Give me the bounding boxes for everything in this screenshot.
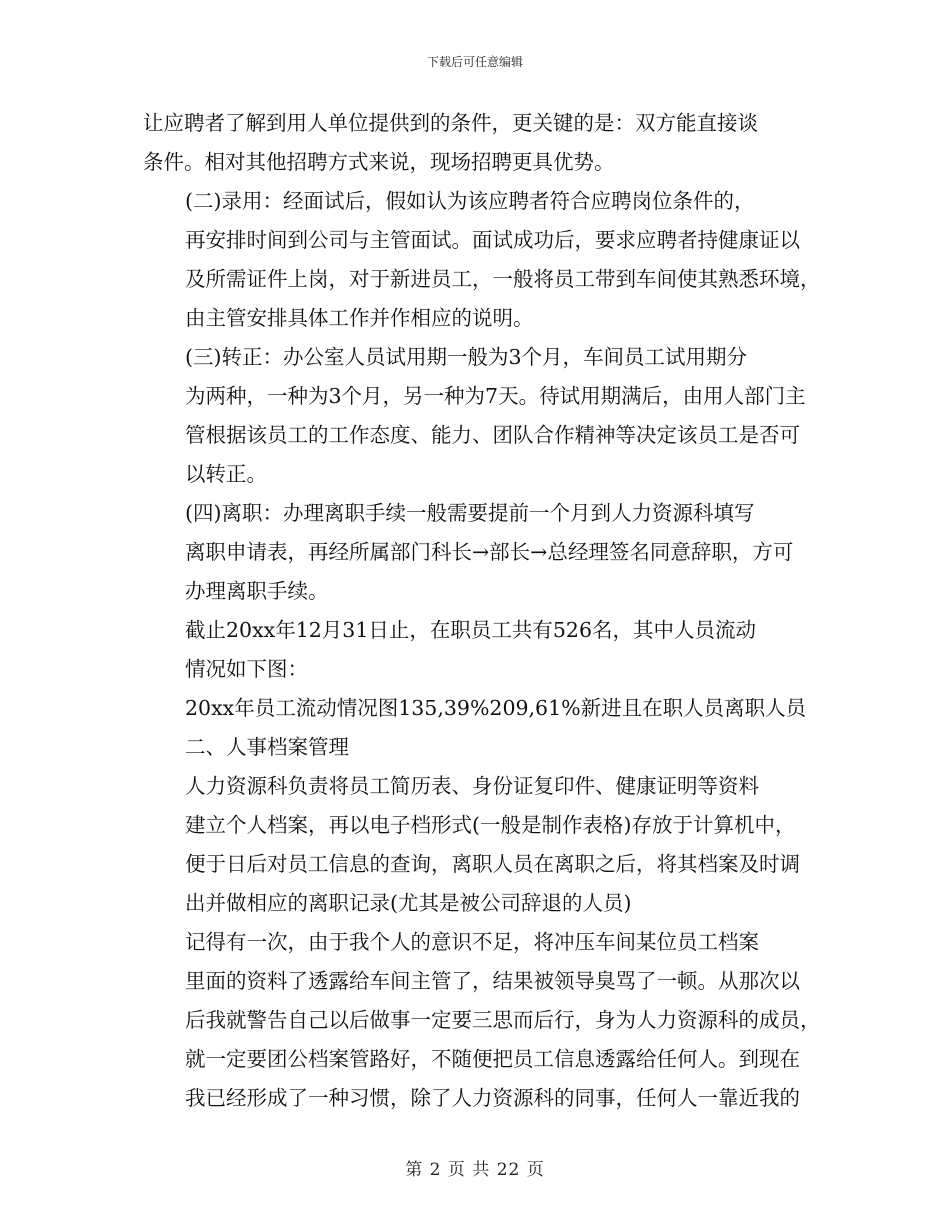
text-line: 离职申请表，再经所属部门科长→部长→总经理签名同意辞职，方可 bbox=[185, 540, 794, 564]
text-line: 出并做相应的离职记录(尤其是被公司辞退的人员) bbox=[185, 891, 632, 915]
text-line: 情况如下图： bbox=[185, 657, 308, 681]
text-line: 让应聘者了解到用人单位提供到的条件，更关键的是：双方能直接谈 bbox=[143, 111, 758, 135]
text-line: 就一定要团公档案管路好，不随便把员工信息透露给任何人。到现在 bbox=[185, 1047, 800, 1071]
text-line: 二、人事档案管理 bbox=[185, 735, 349, 759]
text-line: 20xx年员工流动情况图135,39%209,61%新进且在职人员离职人员 bbox=[185, 696, 807, 720]
text-line: 管根据该员工的工作态度、能力、团队合作精神等决定该员工是否可 bbox=[185, 423, 800, 447]
paragraph bbox=[143, 689, 823, 728]
paragraph bbox=[143, 338, 823, 494]
text-line: 截止20xx年12月31日止，在职员工共有526名，其中人员流动 bbox=[185, 618, 757, 642]
text-line: 人力资源科负责将员工简历表、身份证复印件、健康证明等资料 bbox=[185, 774, 759, 798]
page-footer: 第 2 页 共 22 页 bbox=[405, 1160, 545, 1180]
text-line: 再安排时间到公司与主管面试。面试成功后，要求应聘者持健康证以 bbox=[185, 228, 800, 252]
text-line: 我已经形成了一种习惯，除了人力资源科的同事，任何人一靠近我的 bbox=[185, 1086, 800, 1110]
text-line: 条件。相对其他招聘方式来说，现场招聘更具优势。 bbox=[143, 150, 615, 174]
text-line: 后我就警告自己以后做事一定要三思而后行，身为人力资源科的成员， bbox=[185, 1008, 821, 1032]
paragraph bbox=[143, 104, 823, 182]
text-line: 为两种，一种为3个月，另一种为7天。待试用期满后，由用人部门主 bbox=[185, 384, 806, 408]
text-line: (三)转正：办公室人员试用期一般为3个月，车间员工试用期分 bbox=[185, 345, 748, 369]
paragraph bbox=[143, 767, 823, 923]
paragraph bbox=[143, 923, 823, 1118]
paragraph bbox=[143, 611, 823, 689]
page-header: 下载后可任意编辑 bbox=[426, 55, 523, 69]
document-body bbox=[143, 104, 823, 1118]
text-line: 及所需证件上岗，对于新进员工，一般将员工带到车间使其熟悉环境， bbox=[185, 267, 821, 291]
paragraph bbox=[143, 728, 823, 767]
text-line: 建立个人档案，再以电子档形式(一般是制作表格)存放于计算机中， bbox=[185, 813, 796, 837]
text-line: 由主管安排具体工作并作相应的说明。 bbox=[185, 306, 534, 330]
text-line: 便于日后对员工信息的查询，离职人员在离职之后，将其档案及时调 bbox=[185, 852, 800, 876]
text-line: (四)离职：办理离职手续一般需要提前一个月到人力资源科填写 bbox=[185, 501, 755, 525]
text-line: 记得有一次，由于我个人的意识不足，将冲压车间某位员工档案 bbox=[185, 930, 759, 954]
paragraph bbox=[143, 494, 823, 611]
text-line: (二)录用：经面试后，假如认为该应聘者符合应聘岗位条件的， bbox=[185, 189, 755, 213]
text-line: 办理离职手续。 bbox=[185, 579, 329, 603]
text-line: 里面的资料了透露给车间主管了，结果被领导臭骂了一顿。从那次以 bbox=[185, 969, 800, 993]
paragraph bbox=[143, 182, 823, 338]
text-line: 以转正。 bbox=[185, 462, 267, 486]
